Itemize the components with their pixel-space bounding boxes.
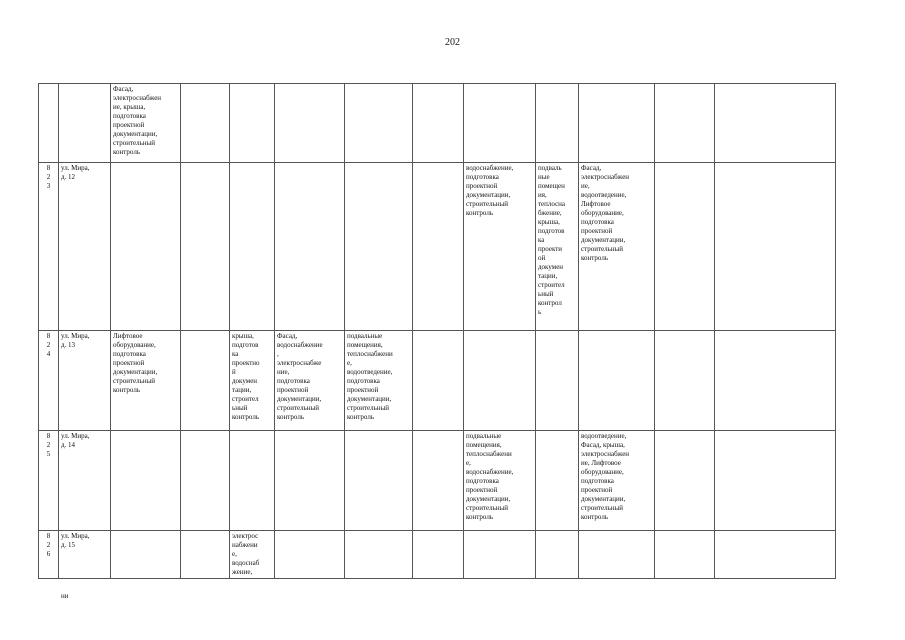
works-cell — [111, 431, 181, 531]
works-cell — [536, 163, 579, 331]
works-cell — [579, 331, 655, 431]
works-cell — [715, 331, 836, 431]
works-cell — [655, 84, 715, 163]
works-cell — [181, 431, 230, 531]
works-cell — [345, 431, 413, 531]
address-cell — [59, 431, 111, 531]
cell-text: ул. Мира, д. 12 — [61, 164, 90, 181]
works-cell — [230, 331, 275, 431]
row-number-cell — [39, 84, 59, 163]
address-cell — [59, 531, 111, 579]
cell-text: водоотведение, Фасад, крыша, электроснабжен ие, Лифтовое оборудование, подготовка проектной документации, строительный контроль — [581, 432, 630, 521]
table-row — [39, 331, 836, 431]
works-cell — [579, 84, 655, 163]
cell-text: 8 2 6 — [46, 532, 51, 558]
works-cell — [275, 531, 345, 579]
table-row — [39, 163, 836, 331]
works-cell — [715, 531, 836, 579]
works-cell — [655, 331, 715, 431]
works-cell — [413, 331, 464, 431]
cell-text: ул. Мира, д. 14 — [61, 432, 90, 449]
row-number-cell — [39, 531, 59, 579]
works-cell — [655, 431, 715, 531]
table-row — [39, 531, 836, 579]
page-number: 202 — [445, 37, 460, 48]
row-number-cell — [39, 163, 59, 331]
works-cell — [464, 431, 536, 531]
works-cell — [275, 84, 345, 163]
cell-text: подвальные помещения, теплоснабжени е, водоотведение, подготовка проектной документации, строительный контроль — [347, 332, 393, 421]
cell-text: электрос набжени е, водоснаб жение, — [232, 532, 260, 576]
works-cell — [579, 163, 655, 331]
works-cell — [230, 431, 275, 531]
row-number-cell — [39, 431, 59, 531]
works-cell — [655, 163, 715, 331]
works-cell — [345, 84, 413, 163]
footer-note: ни — [61, 592, 69, 600]
works-cell — [464, 331, 536, 431]
works-cell — [230, 531, 275, 579]
works-cell — [464, 84, 536, 163]
works-cell — [345, 163, 413, 331]
table-row — [39, 84, 836, 163]
cell-text: 8 2 5 — [46, 432, 51, 458]
works-cell — [345, 531, 413, 579]
works-cell — [111, 331, 181, 431]
cell-text: Фасад, водоснабжение , электроснабже ние, подготовка проектной документации, строительный контроль — [277, 332, 323, 421]
works-cell — [536, 531, 579, 579]
works-cell — [413, 531, 464, 579]
works-cell — [715, 84, 836, 163]
works-cell — [345, 331, 413, 431]
cell-text: Лифтовое оборудование, подготовка проектной документации, строительный контроль — [113, 332, 158, 394]
cell-text: подваль ные помещен ия, теплосна бжение, крыша, подготов ка проекти ой докумен тации, строител ьный контрол ь — [538, 164, 566, 316]
works-cell — [579, 531, 655, 579]
cell-text: Фасад, электроснабжен ие, водоотведение, Лифтовое оборудование, подготовка проектной документации, строительный контроль — [581, 164, 630, 262]
cell-text: крыша, подготов ка проектно й докумен тации, строител ьный контроль — [232, 332, 260, 421]
row-number-cell — [39, 331, 59, 431]
cell-text: подвальные помещения, теплоснабжени е, водоснабжение, подготовка проектной документации, строительный контроль — [466, 432, 514, 521]
works-cell — [111, 84, 181, 163]
works-cell — [536, 84, 579, 163]
cell-text: 8 2 4 — [46, 332, 51, 358]
cell-text: водоснабжение, подготовка проектной документации, строительный контроль — [466, 164, 514, 217]
works-cell — [275, 431, 345, 531]
works-cell — [464, 163, 536, 331]
cell-text: ул. Мира, д. 15 — [61, 532, 90, 549]
address-cell — [59, 163, 111, 331]
cell-text: 8 2 3 — [46, 164, 51, 190]
works-cell — [464, 531, 536, 579]
works-cell — [413, 163, 464, 331]
address-cell — [59, 84, 111, 163]
works-cell — [230, 163, 275, 331]
works-schedule-table — [38, 83, 836, 579]
works-cell — [275, 163, 345, 331]
works-cell — [413, 431, 464, 531]
table-row — [39, 431, 836, 531]
works-cell — [536, 331, 579, 431]
works-cell — [275, 331, 345, 431]
works-cell — [715, 431, 836, 531]
works-cell — [579, 431, 655, 531]
works-cell — [111, 163, 181, 331]
address-cell — [59, 331, 111, 431]
cell-text: Фасад, электроснабжен ие, крыша, подготовка проектной документации, строительный контроль — [113, 85, 162, 156]
works-cell — [181, 331, 230, 431]
works-cell — [181, 163, 230, 331]
works-cell — [655, 531, 715, 579]
works-cell — [181, 84, 230, 163]
cell-text: ул. Мира, д. 13 — [61, 332, 90, 349]
works-cell — [715, 163, 836, 331]
works-cell — [536, 431, 579, 531]
works-cell — [111, 531, 181, 579]
works-cell — [181, 531, 230, 579]
works-cell — [413, 84, 464, 163]
works-cell — [230, 84, 275, 163]
